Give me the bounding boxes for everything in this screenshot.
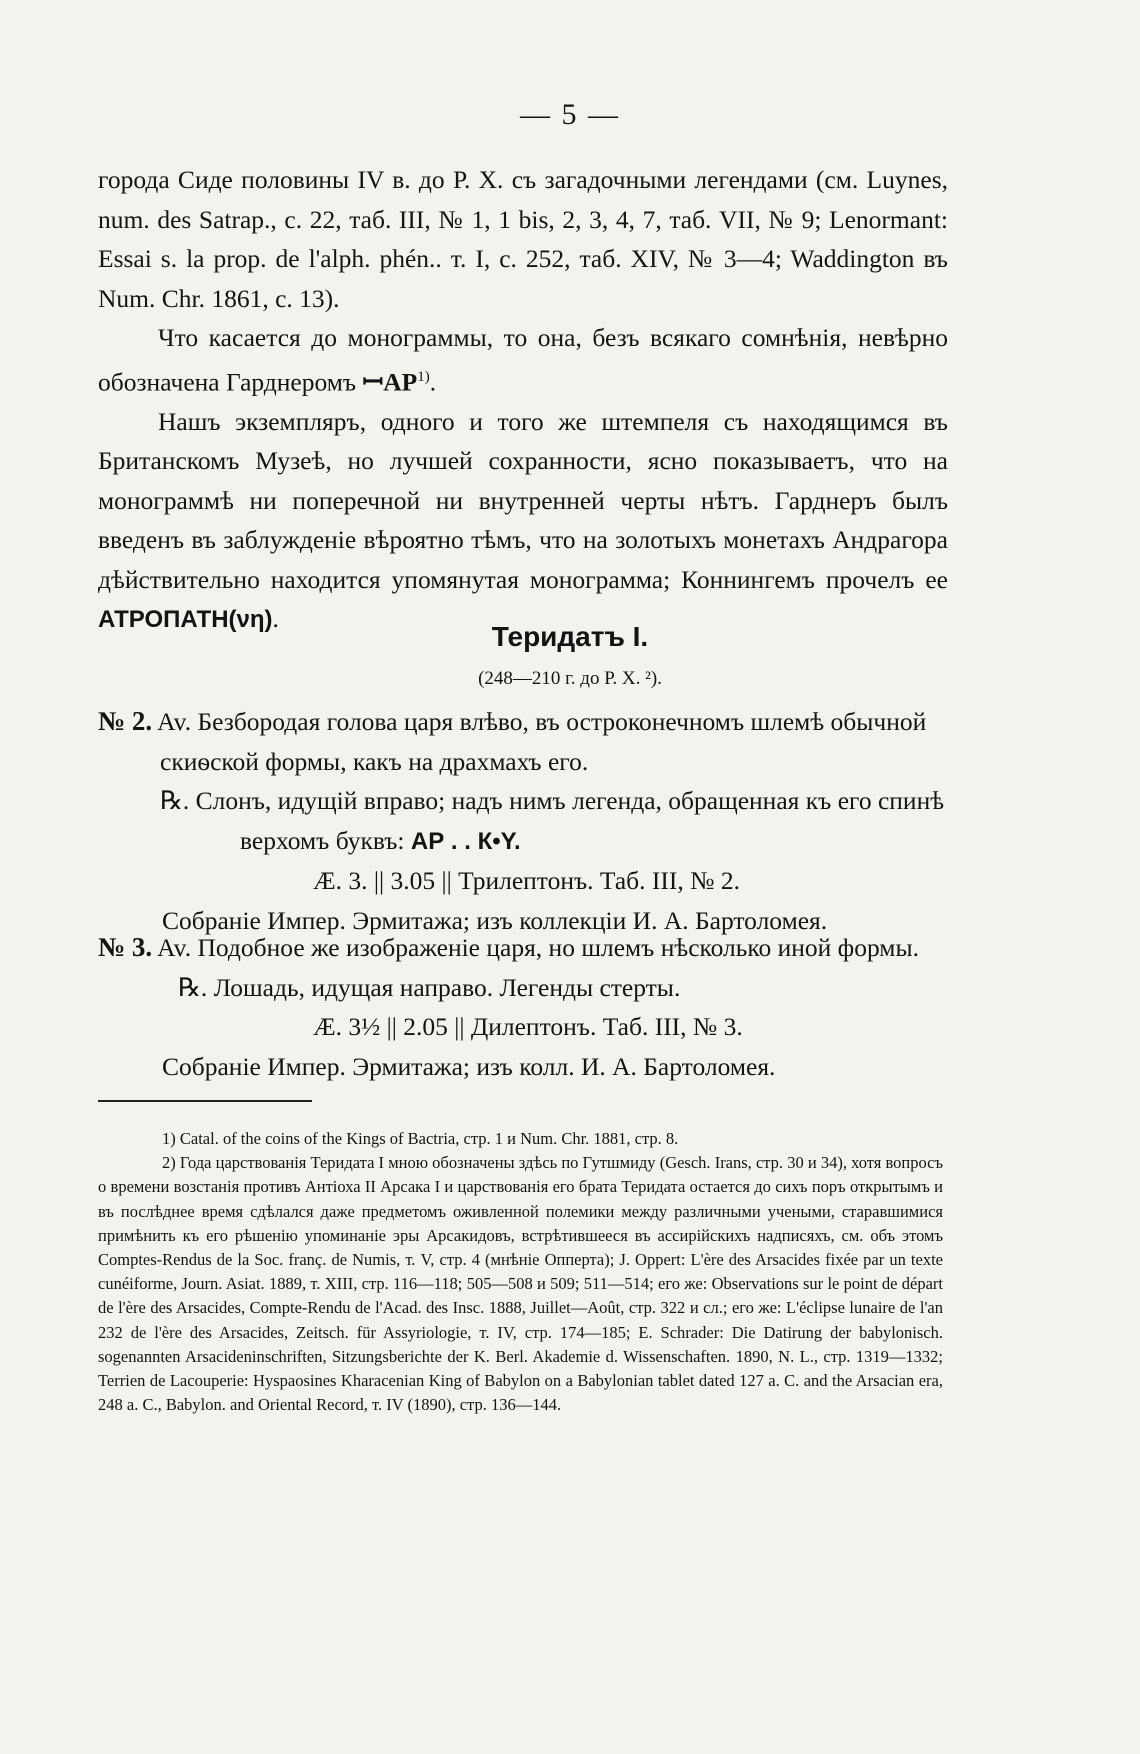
intro-p3-end: . (272, 604, 279, 633)
footnotes (98, 1127, 943, 1417)
footnote-2: 2) Года царствованія Теридата I мною обозначены здѣсь по Гутшмиду (Gesch. Irans, стр. 30 и 34), хотя вопросъ о времени возстанія противъ Антіоха II Арсака I и царствованія его брата Теридата остается до сихъ поръ открытымъ и въ послѣднее время сдѣлался даже предметомъ оживленной полемики между различными учеными, старавшимися примѣнить къ его рѣшенію упоминаніе эры Арсакидовъ, встрѣтившееся въ ассирійскихъ надписяхъ, см. объ этомъ Comptes-Rendus de la Soc. franç. de Numis, т. V, стр. 4 (мнѣніе Опперта); J. Oppert: L'ère des Arsacides fixée par un texte cunéiforme, Journ. Asiat. 1889, т. XIII, стр. 116—118; 505—508 и 509; 511—514; его же: Observations sur le point de départ de l'ère des Arsacides, Compte-Rendu de l'Acad. des Insc. 1888, Juillet—Août, стр. 322 и сл.; его же: L'éclipse lunaire de l'an 232 de l'ère des Arsacides, Zeitsch. für Assyriologie, т. IV, стр. 174—185; E. Schrader: Die Datirung der babylonisch. sogenannten Arsacideninschriften, Sitzungsberichte der K. Berl. Akademie d. Wissenschaften. 1890, N. L., стр. 1319—1332; Terrien de Lacouperie: Hyspaosines Kharacenian King of Babylon on a Babylonian tablet dated 127 a. C. and the Arsacian era, 248 a. C., Babylon. and Oriental Record, т. IV (1890), стр. 136—144. (98, 1153, 943, 1415)
section-title: Теридатъ I. (491, 621, 649, 652)
reverse-legend: АР . . К•Υ. (410, 827, 521, 855)
footnote-ref-1: 1) (417, 368, 430, 385)
intro-paragraph-2 (98, 318, 948, 402)
coin-entry-2 (98, 702, 948, 940)
monogram: ꟷAP (362, 367, 418, 396)
entry-collection: Собраніе Импер. Эрмитажа; изъ коллекціи И. А. Бартоломея. (162, 905, 828, 935)
intro-text (98, 160, 948, 640)
obverse-text: Av. Подобное же изображеніе царя, но шлемъ нѣсколько иной формы. (157, 933, 919, 962)
coin-entry-3 (98, 928, 948, 1086)
entry-collection: Собраніе Импер. Эрмитажа; изъ колл. И. А. Бартоломея. (162, 1051, 776, 1081)
entry-measure: Æ. 3½ || 2.05 || Дилептонъ. Таб. III, № 3. (313, 1012, 743, 1041)
entry-obverse (98, 702, 948, 781)
intro-p3-text: Нашъ экземпляръ, одного и того же штемпеля съ находящимся въ Британскомъ Музеѣ, но лучшей сохранности, ясно показываетъ, что на монограммѣ ни поперечной ни внутренней черты нѣтъ. Гарднеръ былъ введенъ въ заблужденіе вѣроятно тѣмъ, что на золотыхъ монетахъ Андрагора дѣйствительно находится упомянутая монограмма; Коннингемъ прочелъ ее (98, 406, 948, 594)
obverse-text: Av. Безбородая голова царя влѣво, въ остроконечномъ шлемѣ обычной скиѳской формы, какъ на драхмахъ его. (157, 707, 927, 776)
reverse-text: ℞. Лошадь, идущая направо. Легенды стерты. (178, 972, 681, 1002)
entry-number: № 3. (98, 932, 153, 962)
entry-number: № 2. (98, 706, 153, 736)
footnote-1: 1) Catal. of the coins of the Kings of Bactria, стр. 1 и Num. Chr. 1881, стр. 8. (162, 1129, 679, 1148)
intro-p2-text: Что касается до монограммы, то она, безъ всякаго сомнѣнія, невѣрно обозначена Гарднеромъ (98, 323, 948, 396)
intro-paragraph-3 (98, 402, 948, 640)
intro-p2-end: . (429, 367, 437, 396)
intro-paragraph-1: города Сиде половины IV в. до Р. X. съ загадочными легендами (см. Luynes, num. des Satrap., с. 22, таб. III, № 1, 1 bis, 2, 3, 4, 7, таб. VII, № 9; Lenormant: Essai s. la prop. de l'alph. phén.. т. I, с. 252, таб. XIV, № 3—4; Waddington въ Num. Chr. 1861, с. 13). (98, 165, 948, 313)
entry-obverse (98, 928, 948, 968)
entry-reverse (98, 781, 948, 861)
entry-measure: Æ. 3. || 3.05 || Трилептонъ. Таб. III, № 2. (313, 866, 740, 895)
greek-legend: АТРОПАТН(νη) (98, 606, 273, 633)
page-number: — 5 — (520, 98, 620, 131)
entry-reverse (98, 968, 948, 1008)
section-dates: (248—210 г. до Р. X. ²). (478, 668, 662, 689)
footnote-divider (98, 1100, 312, 1102)
reverse-text: ℞. Слонъ, идущій вправо; надъ нимъ легенда, обращенная къ его спинѣ верхомъ буквъ: (160, 786, 945, 855)
